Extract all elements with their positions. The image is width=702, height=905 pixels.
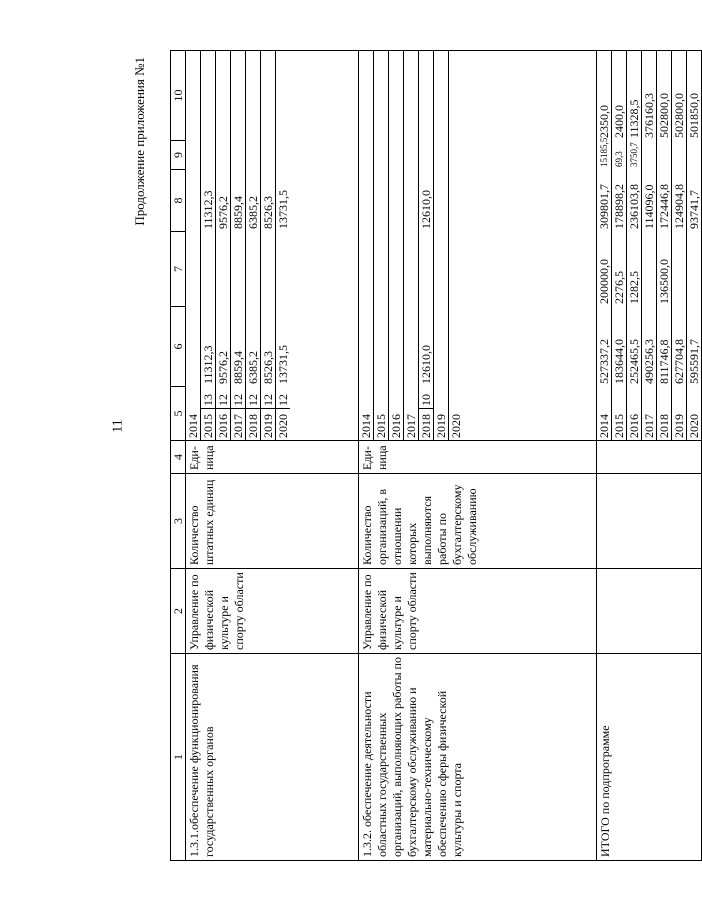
value-cell-v6: 9576,2 [216, 306, 231, 386]
year-row [216, 50, 231, 440]
value-cell-v9 [672, 140, 687, 169]
year-cell: 2020 [687, 414, 701, 438]
value-cell-v6 [434, 306, 449, 386]
year-cell: 2019 [261, 414, 275, 438]
value-cell-v7 [201, 231, 216, 306]
year-row [231, 50, 246, 440]
value-cell-v10: 11328,5 [627, 50, 642, 140]
value-cell-v8: 8526,3 [261, 169, 276, 231]
value-cell-v9: 3750,7 [627, 140, 642, 169]
col-header-2: 2 [171, 569, 186, 654]
value-cell-v8 [404, 169, 419, 231]
value-cell-v6: 11312,3 [201, 306, 216, 386]
year-row [276, 50, 291, 440]
value-cell-v9 [246, 140, 261, 169]
year-row [612, 50, 627, 440]
year-cell: 2014 [186, 414, 200, 438]
year-row [419, 50, 434, 440]
year-row [642, 50, 657, 440]
units-cell: 10 [419, 388, 433, 409]
year-values-table [186, 50, 290, 440]
year-row [657, 50, 672, 440]
units-cell: 12 [261, 388, 275, 409]
value-cell-v7 [374, 231, 389, 306]
value-cell-v9 [276, 140, 291, 169]
value-cell-v6: 8859,4 [231, 306, 246, 386]
value-cell-v7 [216, 231, 231, 306]
value-cell-v8: 11312,3 [201, 169, 216, 231]
value-cell-v6: 490256,3 [642, 306, 657, 386]
value-cell-v8: 13731,5 [276, 190, 290, 229]
section-c3: Количество организаций, в отношении которых выполняются работы по бухгалтерскому обслуживанию [359, 474, 597, 569]
section-c1: 1.3.2. обеспечение деятельности областных государственных организаций, выполняющих работы по бухгалтерскому обслуживанию и материально-техническому обеспечению сферы физической культуры и спорта [359, 654, 597, 861]
section-c2 [597, 569, 702, 654]
year-cell: 2016 [389, 414, 403, 438]
value-cell-v6: 252465,5 [627, 306, 642, 386]
col-header-5: 5 [171, 387, 186, 441]
value-cell-v7 [276, 231, 291, 306]
col-header-6: 6 [171, 307, 186, 387]
value-cell-v8 [186, 169, 201, 231]
value-cell-v8: 93741,7 [687, 190, 701, 229]
year-cell: 2014 [359, 414, 373, 438]
year-cell: 2018 [246, 414, 260, 438]
value-cell-v7 [261, 231, 276, 306]
year-cell: 2016 [627, 414, 641, 438]
value-cell-v7: 136500,0 [657, 231, 672, 306]
value-cell-v9 [687, 140, 702, 169]
year-cell: 2020 [276, 414, 290, 438]
value-cell-v7 [687, 231, 702, 306]
year-row [374, 50, 389, 440]
value-cell-v8: 124904,8 [672, 169, 687, 231]
value-cell-v9 [434, 140, 449, 169]
value-cell-v9 [419, 140, 434, 169]
year-cell: 2017 [231, 414, 245, 438]
value-cell-v6 [449, 306, 464, 386]
value-cell-v10: 501850,0 [687, 93, 701, 138]
value-cell-v9 [404, 140, 419, 169]
col-header-10: 10 [171, 51, 186, 141]
value-cell-v6: 595591,7 [687, 339, 701, 384]
value-cell-v10: 502800,0 [657, 50, 672, 140]
value-cell-v10: 2350,0 [597, 50, 612, 140]
value-cell-v9 [389, 140, 404, 169]
value-cell-v7: 2276,5 [612, 231, 627, 306]
value-cell-v8: 9576,2 [216, 169, 231, 231]
section-row [359, 51, 597, 861]
year-row [246, 50, 261, 440]
section-c1: ИТОГО по подпрограмме [597, 654, 702, 861]
value-cell-v7 [359, 231, 374, 306]
value-cell-v7 [404, 231, 419, 306]
value-cell-v9 [642, 140, 657, 169]
value-cell-v10 [449, 50, 464, 140]
value-cell-v8: 114096,0 [642, 169, 657, 231]
value-cell-v10: 376160,3 [642, 50, 657, 140]
value-cell-v9 [359, 140, 374, 169]
year-cell: 2015 [374, 414, 388, 438]
year-cell: 2017 [404, 414, 418, 438]
value-cell-v7 [389, 231, 404, 306]
value-cell-v10 [261, 50, 276, 140]
value-cell-v6: 6385,2 [246, 306, 261, 386]
col-header-7: 7 [171, 232, 186, 307]
value-cell-v10 [404, 50, 419, 140]
section-row [186, 51, 359, 861]
section-c4: Еди-ница [186, 441, 359, 474]
value-cell-v7 [434, 231, 449, 306]
value-cell-v6: 12610,0 [419, 306, 434, 386]
year-cell: 2018 [657, 414, 671, 438]
units-cell: 12 [246, 388, 260, 409]
value-cell-v9 [231, 140, 246, 169]
section-c4: Еди-ница [359, 441, 597, 474]
value-cell-v7 [231, 231, 246, 306]
value-cell-v10 [186, 50, 201, 140]
value-cell-v8: 178898,2 [612, 169, 627, 231]
value-cell-v10 [434, 50, 449, 140]
year-cell: 2017 [642, 414, 656, 438]
year-row [201, 50, 216, 440]
units-cell: 12 [231, 388, 245, 409]
value-cell-v8 [359, 169, 374, 231]
value-cell-v8 [374, 169, 389, 231]
value-cell-v10 [276, 50, 291, 140]
value-cell-v6: 183644,0 [612, 306, 627, 386]
year-cell: 2019 [672, 414, 686, 438]
year-values-cell [186, 51, 359, 441]
year-row [434, 50, 449, 440]
year-row [389, 50, 404, 440]
value-cell-v6: 627704,8 [672, 306, 687, 386]
value-cell-v9 [657, 140, 672, 169]
value-cell-v8: 236103,8 [627, 169, 642, 231]
value-cell-v9 [201, 140, 216, 169]
value-cell-v7 [642, 231, 657, 306]
year-row [404, 50, 419, 440]
value-cell-v8: 8859,4 [231, 169, 246, 231]
continuation-heading: Продолжение приложения №1 [132, 57, 147, 226]
year-values-table [359, 50, 463, 440]
value-cell-v9 [449, 140, 464, 169]
program-table [170, 50, 702, 861]
year-cell: 2018 [419, 414, 433, 438]
year-row [261, 50, 276, 440]
year-row [687, 50, 702, 440]
rotated-page-content [132, 51, 701, 861]
year-row [449, 50, 464, 440]
year-values-cell [597, 51, 702, 441]
value-cell-v7 [186, 231, 201, 306]
value-cell-v10 [201, 50, 216, 140]
year-values-cell [359, 51, 597, 441]
col-header-4: 4 [171, 441, 186, 474]
year-cell: 2015 [201, 414, 215, 438]
section-c2: Управление по физической культуре и спорту области [359, 569, 597, 654]
units-cell: 13 [201, 388, 215, 409]
value-cell-v7 [419, 231, 434, 306]
value-cell-v10: 502800,0 [672, 50, 687, 140]
value-cell-v7: 1282,5 [627, 231, 642, 306]
section-row [597, 51, 702, 861]
col-header-3: 3 [171, 474, 186, 569]
value-cell-v10 [246, 50, 261, 140]
value-cell-v6: 811746,8 [657, 306, 672, 386]
value-cell-v10 [216, 50, 231, 140]
value-cell-v10: 2400,0 [612, 50, 627, 140]
units-cell: 12 [216, 388, 230, 409]
value-cell-v6 [186, 306, 201, 386]
value-cell-v7 [246, 231, 261, 306]
value-cell-v8: 12610,0 [419, 169, 434, 231]
section-c3: Количество штатных единиц [186, 474, 359, 569]
value-cell-v10 [389, 50, 404, 140]
value-cell-v8 [389, 169, 404, 231]
value-cell-v6 [389, 306, 404, 386]
section-c3 [597, 474, 702, 569]
value-cell-v8 [434, 169, 449, 231]
value-cell-v9 [216, 140, 231, 169]
col-header-1: 1 [171, 654, 186, 861]
units-cell: 12 [276, 388, 290, 409]
value-cell-v6 [374, 306, 389, 386]
value-cell-v6: 8526,3 [261, 306, 276, 386]
year-cell: 2016 [216, 414, 230, 438]
header-row [171, 51, 186, 861]
year-cell: 2014 [597, 414, 611, 438]
value-cell-v7: 200000,0 [597, 231, 612, 306]
value-cell-v10 [359, 50, 374, 140]
col-header-8: 8 [171, 170, 186, 232]
value-cell-v10 [374, 50, 389, 140]
value-cell-v9 [374, 140, 389, 169]
value-cell-v8: 309801,7 [597, 169, 612, 231]
year-row [359, 50, 374, 440]
value-cell-v7 [672, 231, 687, 306]
value-cell-v9: 69,3 [612, 140, 627, 169]
value-cell-v6 [404, 306, 419, 386]
value-cell-v6 [359, 306, 374, 386]
year-values-table [597, 50, 701, 440]
value-cell-v6: 13731,5 [276, 345, 290, 384]
page-number: 11 [110, 419, 126, 433]
value-cell-v10 [419, 50, 434, 140]
value-cell-v9 [186, 140, 201, 169]
value-cell-v8: 6385,2 [246, 169, 261, 231]
year-row [186, 50, 201, 440]
year-cell: 2020 [449, 414, 463, 438]
section-c1: 1.3.1.обеспечение функционирования государственных органов [186, 654, 359, 861]
section-c4 [597, 441, 702, 474]
value-cell-v8: 172446,8 [657, 169, 672, 231]
value-cell-v9 [261, 140, 276, 169]
value-cell-v8 [449, 169, 464, 231]
value-cell-v9: 15185,5 [597, 140, 612, 169]
year-row [672, 50, 687, 440]
col-header-9: 9 [171, 141, 186, 170]
value-cell-v7 [449, 231, 464, 306]
year-cell: 2019 [434, 414, 448, 438]
value-cell-v10 [231, 50, 246, 140]
year-cell: 2015 [612, 414, 626, 438]
value-cell-v6: 527337,2 [597, 306, 612, 386]
year-row [597, 50, 612, 440]
year-row [627, 50, 642, 440]
section-c2: Управление по физической культуре и спорту области [186, 569, 359, 654]
